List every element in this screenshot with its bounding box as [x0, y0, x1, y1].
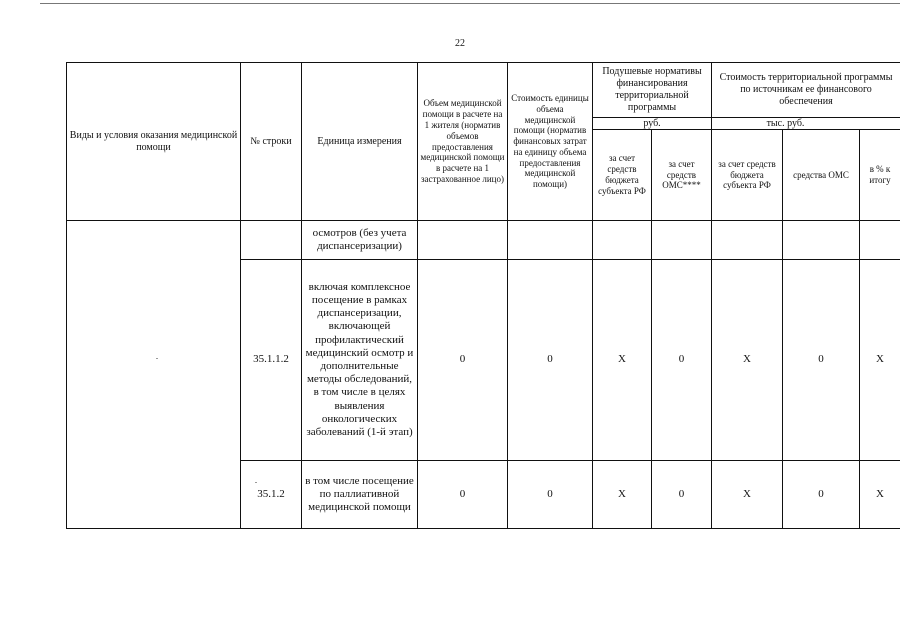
row-volume-cell: 0 [459, 487, 466, 500]
row-unit-cell: включая комплексное посещение в рамках диспансеризации, включающей профилактический медицинский осмотр и дополнительные методы обследований, в том числе в целях выявления онкологических заболеваний (1-й этап) [305, 280, 414, 438]
page-number: 22 [455, 38, 465, 49]
row-oms-rub-cell: 0 [678, 353, 685, 366]
row-oms-thousand-cell: 0 [818, 353, 824, 366]
header-kind: Виды и условия оказания медицинской помощи [69, 129, 238, 153]
scan-speck [156, 358, 158, 359]
row-budget-rub-cell: X [618, 353, 626, 366]
header-row-number: № строки [250, 135, 292, 147]
row-budget-rub-cell: X [618, 487, 626, 500]
row-oms-thousand-cell: 0 [818, 487, 824, 500]
row-number-cell: 35.1.1.2 [253, 353, 289, 366]
header-thousand-rub-unit: тыс. руб. [766, 117, 805, 129]
header-oms-rub: за счет средств ОМС**** [662, 158, 701, 191]
row-number-cell: 35.1.2 [257, 487, 285, 500]
table-border-bottom [66, 528, 900, 529]
row-unit-cell: осмотров (без учета диспансеризации) [312, 226, 407, 252]
header-unit: Единица измерения [317, 135, 402, 147]
row-percent-cell: X [876, 487, 884, 500]
header-budget-rub: за счет средств бюджета субъекта РФ [598, 153, 646, 196]
header-budget-thousand: за счет средств бюджета субъекта РФ [718, 158, 776, 191]
header-per-capita-group: Подушевые нормативы финансирования территориальной программы [602, 66, 702, 113]
row-oms-rub-cell: 0 [678, 487, 685, 500]
row-cost-cell: 0 [547, 487, 553, 500]
row-budget-thousand-cell: X [743, 353, 751, 366]
scan-speck [255, 482, 257, 483]
header-percent-total: в % к итогу [869, 164, 891, 185]
header-rub-unit: руб. [643, 117, 661, 129]
row-volume-cell: 0 [459, 353, 466, 366]
row-unit-cell: в том числе посещение по паллиативной медицинской помощи [305, 474, 414, 514]
row-budget-thousand-cell: X [743, 487, 751, 500]
header-unit-cost: Стоимость единицы объема медицинской помощи (норматив финансовых затрат на единицу объема предоставления медицинской помощи) [511, 92, 589, 190]
row-percent-cell: X [876, 353, 884, 366]
header-bottom-line [66, 220, 900, 221]
header-program-cost-group: Стоимость территориальной программы по источникам ее финансового обеспечения [719, 72, 893, 107]
header-oms-thousand: средства ОМС [793, 169, 849, 180]
row-cost-cell: 0 [547, 353, 553, 366]
header-volume: Объем медицинской помощи в расчете на 1 жителя (норматив объемов предоставления медицинской помощи в расчете на 1 застрахованное лицо) [420, 98, 505, 184]
